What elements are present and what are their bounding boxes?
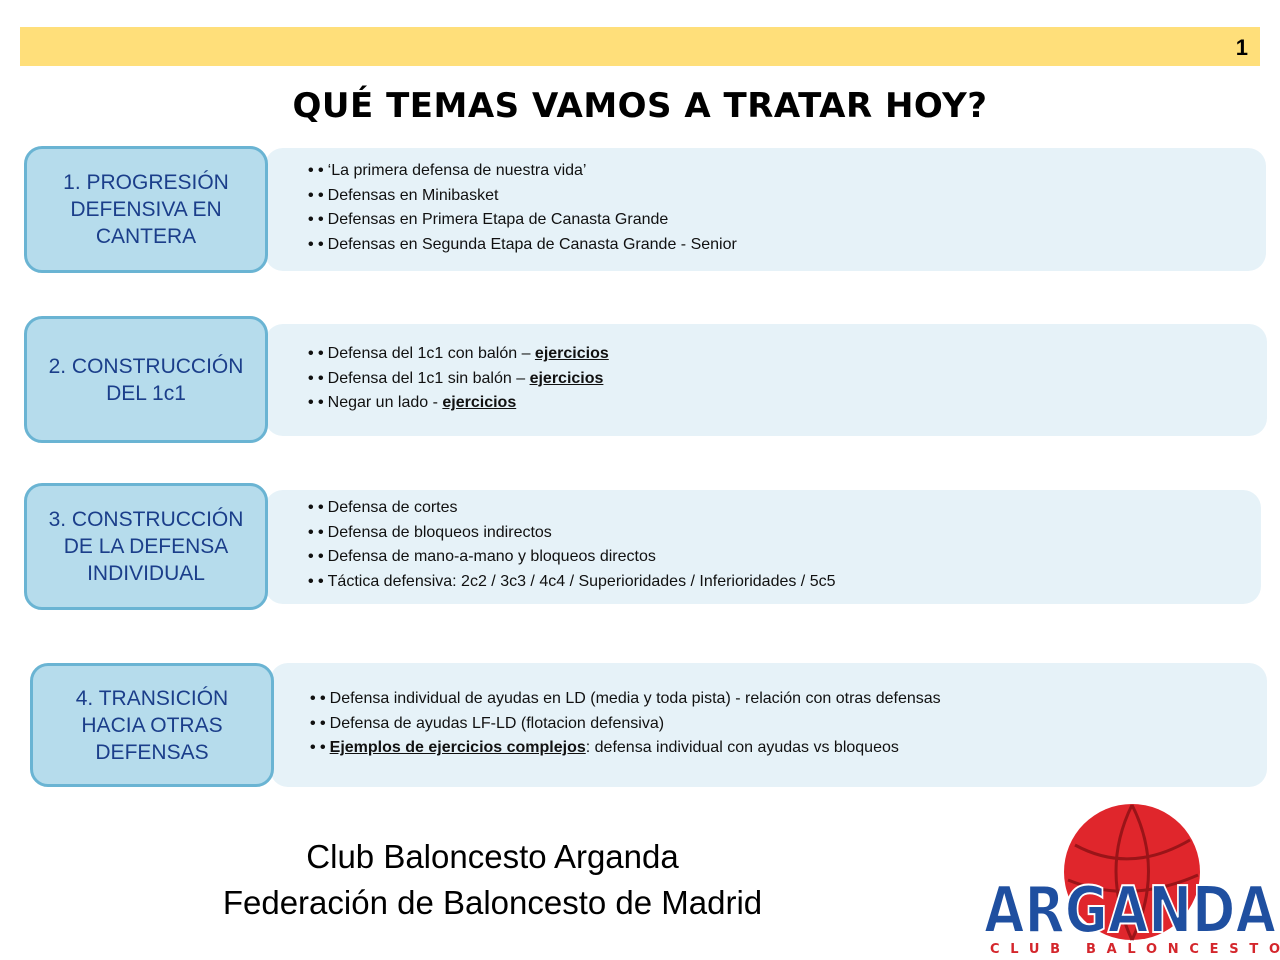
list-item [308,367,609,392]
bullet-icon: • • [308,186,324,204]
item-text: ‘La primera defensa de nuestra vida’ [327,162,587,179]
section-label-1: 1. PROGRESIÓN DEFENSIVA EN CANTERA [24,146,268,273]
list-item [310,736,941,761]
item-text-suffix: : defensa individual con ayudas vs bloqueos [585,739,899,757]
item-text: Táctica defensiva: 2c2 / 3c3 / 4c4 / Superioridades / Inferioridades / 5c5 [327,572,836,590]
logo-subtitle: CLUB BALONCESTO [990,942,1280,957]
list-item [308,342,609,367]
item-text: Defensa de bloqueos indirectos [327,523,552,541]
item-text: Defensa del 1c1 con balón – [327,345,535,362]
list-item [308,391,609,416]
ejercicios-link[interactable]: ejercicios [442,394,517,412]
bullet-icon: • • [310,739,326,757]
ejercicios-link[interactable]: ejercicios [529,369,604,387]
ejercicios-link[interactable]: Ejemplos de ejercicios complejos [329,739,586,757]
arganda-logo [980,800,1280,960]
list-item [308,233,737,258]
bullet-icon: • • [310,690,326,707]
bullet-icon: • • [310,714,326,732]
item-text: Defensa individual de ayudas en LD (media y toda pista) - relación con otras defensas [329,690,941,707]
bullet-icon: • • [308,394,324,412]
section-3-list [308,496,836,594]
bullet-icon: • • [308,162,324,179]
bullet-icon: • • [308,572,324,590]
list-item [308,184,737,209]
bullet-icon: • • [308,369,324,387]
item-text: Defensa del 1c1 sin balón – [327,369,530,387]
bullet-icon: • • [308,499,324,516]
item-text: Defensas en Minibasket [327,186,499,204]
section-label-2: 2. CONSTRUCCIÓN DEL 1c1 [24,316,268,443]
bullet-icon: • • [308,523,324,541]
list-item [310,712,941,737]
page-title: QUÉ TEMAS VAMOS A TRATAR HOY? [292,86,988,126]
list-item [308,545,836,570]
section-label-3: 3. CONSTRUCCIÓN DE LA DEFENSA INDIVIDUAL [24,483,268,610]
page-number: 1 [1235,35,1248,60]
item-text: Defensa de cortes [327,499,458,516]
header-bar [20,27,1260,66]
list-item [308,521,836,546]
bullet-icon: • • [308,548,324,566]
list-item [308,570,836,595]
ejercicios-link[interactable]: ejercicios [534,345,609,362]
logo-wordmark: ARGANDA [984,874,1277,948]
item-text: Negar un lado - [327,394,443,412]
footer-club-name: Club Baloncesto Arganda [306,838,679,875]
item-text: Defensas en Primera Etapa de Canasta Grande [327,211,669,229]
bullet-icon: • • [308,235,324,253]
list-item [310,687,941,712]
footer-federation-name: Federación de Baloncesto de Madrid [222,884,763,921]
bullet-icon: • • [308,345,324,362]
list-item [308,208,737,233]
list-item [308,159,737,184]
item-text: Defensas en Segunda Etapa de Canasta Grande - Senior [327,235,737,253]
section-4-list [310,687,941,761]
bullet-icon: • • [308,211,324,229]
section-label-4: 4. TRANSICIÓN HACIA OTRAS DEFENSAS [30,663,274,787]
section-1-list [308,159,737,257]
item-text: Defensa de mano-a-mano y bloqueos directos [327,548,656,566]
item-text: Defensa de ayudas LF-LD (flotacion defensiva) [329,714,665,732]
list-item [308,496,836,521]
section-2-list [308,342,609,416]
